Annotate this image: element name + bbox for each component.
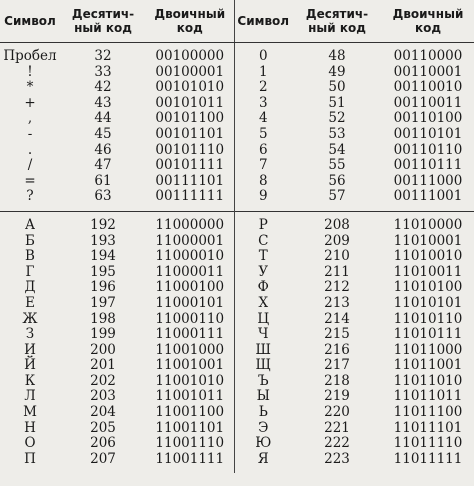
- cell-symbol-left: Е: [25, 294, 35, 311]
- cell-binary-left: 11001001: [146, 358, 234, 374]
- cell-decimal-right: 222: [324, 435, 350, 452]
- table-row: [0, 296, 474, 312]
- cell-binary-left: 00101100: [146, 111, 234, 127]
- cell-decimal-left: 197: [90, 294, 116, 311]
- cell-symbol-right: Ъ: [234, 374, 292, 390]
- table-row: [0, 96, 474, 112]
- cell-decimal-left: 198: [90, 310, 116, 327]
- cell-decimal-right: 57: [328, 188, 346, 205]
- cell-decimal-left: 196: [90, 279, 116, 296]
- cell-decimal-left: 202: [90, 372, 116, 389]
- cell-symbol-right: Р: [234, 211, 292, 233]
- cell-decimal-right: 53: [328, 125, 346, 142]
- cell-binary-left: 00101011: [146, 96, 234, 112]
- cell-symbol-left: Б: [25, 232, 35, 249]
- table-row: [0, 211, 474, 233]
- table-row: [0, 249, 474, 265]
- cell-decimal-right: 209: [324, 232, 350, 249]
- cell-decimal-right: 213: [324, 294, 350, 311]
- cell-binary-left: 00100001: [146, 65, 234, 81]
- cell-decimal-right: 51: [328, 94, 346, 111]
- cell-symbol-right: Ц: [234, 312, 292, 328]
- cell-decimal-right: 49: [328, 63, 346, 80]
- cell-symbol-left: К: [24, 372, 36, 389]
- cell-symbol-right: Т: [234, 249, 292, 265]
- cell-symbol-left: И: [24, 341, 36, 358]
- table-row: [0, 405, 474, 421]
- table-row: [0, 265, 474, 281]
- cell-binary-right: 00110111: [393, 157, 463, 174]
- cell-decimal-right: 212: [324, 279, 350, 296]
- cell-decimal-left: 203: [90, 388, 116, 405]
- table-row: [0, 358, 474, 374]
- cell-binary-left: 11000110: [146, 312, 234, 328]
- cell-symbol-left: .: [27, 141, 33, 158]
- cell-symbol-right: 8: [234, 174, 292, 190]
- cell-symbol-right: С: [234, 234, 292, 250]
- cell-decimal-left: 46: [94, 141, 112, 158]
- cell-binary-right: 11011011: [393, 388, 463, 405]
- table-row: [0, 234, 474, 250]
- cell-decimal-left: 201: [90, 357, 116, 374]
- cell-binary-left: 00111111: [146, 189, 234, 211]
- header-symbol-right: Символ: [234, 0, 292, 43]
- cell-symbol-right: 3: [234, 96, 292, 112]
- cell-decimal-left: 61: [94, 172, 112, 189]
- cell-binary-left: 00101010: [146, 80, 234, 96]
- cell-decimal-right: 217: [324, 357, 350, 374]
- cell-decimal-left: 192: [60, 211, 146, 233]
- header-symbol-left: Символ: [0, 0, 60, 43]
- cell-decimal-left: 204: [90, 404, 116, 421]
- cell-symbol-left: А: [0, 211, 60, 233]
- header-binary-right: Двоичный код: [382, 0, 474, 43]
- cell-symbol-left: ,: [27, 110, 33, 127]
- cell-symbol-left: Л: [24, 388, 36, 405]
- cell-decimal-left: 194: [90, 248, 116, 265]
- table-row: [0, 174, 474, 190]
- cell-binary-left: 00111101: [146, 174, 234, 190]
- cell-symbol-left: О: [24, 435, 36, 452]
- cell-symbol-left: Й: [24, 357, 36, 374]
- cell-decimal-right: 215: [324, 326, 350, 343]
- cell-binary-left: 00100000: [146, 43, 234, 65]
- cell-decimal-right: 219: [324, 388, 350, 405]
- table-row: [0, 327, 474, 343]
- header-decimal-left: Десятич- ный код: [60, 0, 146, 43]
- table-row: [0, 158, 474, 174]
- cell-binary-right: 11011100: [393, 404, 463, 421]
- cell-symbol-right: 5: [234, 127, 292, 143]
- header-binary-left: Двоичный код: [146, 0, 234, 43]
- cell-binary-left: 00101111: [146, 158, 234, 174]
- cell-decimal-right: 208: [292, 211, 382, 233]
- cell-binary-right: 00110100: [393, 110, 463, 127]
- cell-decimal-left: 200: [90, 341, 116, 358]
- table-row: [0, 421, 474, 437]
- table-row: [0, 343, 474, 359]
- cell-binary-left: 00101110: [146, 143, 234, 159]
- cell-binary-left: 11001110: [146, 436, 234, 452]
- cell-decimal-left: 207: [90, 450, 116, 467]
- cell-decimal-left: 63: [94, 188, 112, 205]
- table-row: [0, 65, 474, 81]
- cell-decimal-right: 48: [328, 48, 346, 64]
- cell-symbol-right: Я: [234, 452, 292, 474]
- cell-symbol-right: Ч: [234, 327, 292, 343]
- cell-binary-right: 11011010: [393, 372, 463, 389]
- cell-symbol-left: ?: [26, 188, 34, 205]
- cell-decimal-right: 220: [324, 404, 350, 421]
- cell-binary-right: 00110110: [393, 141, 463, 158]
- cell-symbol-left: Ж: [22, 310, 38, 327]
- cell-symbol-right: 4: [234, 111, 292, 127]
- cell-symbol-left: З: [25, 326, 35, 343]
- cell-binary-right: 11010101: [393, 294, 463, 311]
- cell-symbol-right: Ы: [234, 389, 292, 405]
- cell-symbol-right: 7: [234, 158, 292, 174]
- cell-symbol-right: Ф: [234, 280, 292, 296]
- cell-binary-right: 11010111: [393, 326, 463, 343]
- cell-binary-left: 11000101: [146, 296, 234, 312]
- cell-binary-left: 11001100: [146, 405, 234, 421]
- cell-binary-right: 11010100: [393, 279, 463, 296]
- cell-binary-left: 11001011: [146, 389, 234, 405]
- cell-binary-right: 00110001: [393, 63, 463, 80]
- cell-decimal-left: 205: [90, 419, 116, 436]
- table-row: [0, 127, 474, 143]
- table-body: [0, 43, 474, 474]
- cell-symbol-left: Н: [24, 419, 36, 436]
- cell-symbol-right: Х: [234, 296, 292, 312]
- table-row: [0, 189, 474, 211]
- table-row: [0, 452, 474, 474]
- cell-binary-right: 11011001: [393, 357, 463, 374]
- cell-symbol-right: Ю: [234, 436, 292, 452]
- cell-decimal-right: 216: [324, 341, 350, 358]
- cell-decimal-right: 55: [328, 157, 346, 174]
- cell-decimal-right: 54: [328, 141, 346, 158]
- cell-symbol-left: Д: [24, 279, 36, 296]
- cell-binary-left: 11001101: [146, 421, 234, 437]
- cell-symbol-left: Пробел: [3, 48, 57, 64]
- table-row: [0, 80, 474, 96]
- cell-binary-right: 11010010: [393, 248, 463, 265]
- cell-binary-right: 11011111: [393, 450, 463, 467]
- cell-binary-left: 11000100: [146, 280, 234, 296]
- cell-symbol-right: У: [234, 265, 292, 281]
- cell-symbol-left: /: [27, 157, 33, 174]
- cell-binary-left: 11000011: [146, 265, 234, 281]
- cell-binary-right: 11010011: [393, 263, 463, 280]
- cell-symbol-left: Г: [25, 263, 35, 280]
- cell-symbol-left: -: [27, 125, 33, 142]
- cell-decimal-right: 214: [324, 310, 350, 327]
- cell-symbol-right: Э: [234, 421, 292, 437]
- cell-binary-left: 11000111: [146, 327, 234, 343]
- cell-symbol-left: =: [24, 172, 36, 189]
- cell-decimal-left: 45: [94, 125, 112, 142]
- cell-binary-left: 00101101: [146, 127, 234, 143]
- header-decimal-right: Десятич- ный код: [292, 0, 382, 43]
- cell-binary-left: 11000010: [146, 249, 234, 265]
- cell-binary-left: 11001000: [146, 343, 234, 359]
- cell-decimal-left: 47: [94, 157, 112, 174]
- cell-symbol-right: Щ: [234, 358, 292, 374]
- cell-binary-right: 00111001: [393, 188, 463, 205]
- cell-decimal-left: 33: [94, 63, 112, 80]
- cell-binary-right: 00110010: [393, 79, 463, 96]
- cell-decimal-left: 206: [90, 435, 116, 452]
- table-row: [0, 374, 474, 390]
- cell-binary-right: 11010000: [382, 211, 474, 233]
- cell-symbol-left: В: [25, 248, 35, 265]
- cell-symbol-left: *: [26, 79, 34, 96]
- cell-decimal-left: 43: [94, 94, 112, 111]
- cell-symbol-right: 1: [234, 65, 292, 81]
- cell-decimal-right: 221: [324, 419, 350, 436]
- cell-decimal-right: 210: [324, 248, 350, 265]
- cell-symbol-left: !: [27, 63, 33, 80]
- cell-decimal-left: 44: [94, 110, 112, 127]
- cell-decimal-right: 211: [324, 263, 350, 280]
- cell-decimal-left: 199: [90, 326, 116, 343]
- cell-decimal-right: 52: [328, 110, 346, 127]
- cell-decimal-left: 193: [90, 232, 116, 249]
- cell-binary-right: 00110101: [393, 125, 463, 142]
- cell-binary-right: 00110011: [393, 94, 463, 111]
- cell-binary-right: 00111000: [393, 172, 463, 189]
- cell-symbol-right: 2: [234, 80, 292, 96]
- cell-symbol-left: М: [23, 404, 37, 421]
- cell-decimal-left: 42: [94, 79, 112, 96]
- table-row: [0, 389, 474, 405]
- cell-symbol-right: 6: [234, 143, 292, 159]
- cell-binary-right: 11011000: [393, 341, 463, 358]
- table-row: [0, 111, 474, 127]
- table-header-row: [0, 0, 474, 43]
- cell-binary-right: 11011110: [393, 435, 463, 452]
- table-row: [0, 312, 474, 328]
- cell-binary-left: 11001010: [146, 374, 234, 390]
- cell-symbol-right: 0: [234, 43, 292, 65]
- cell-binary-right: 11010110: [393, 310, 463, 327]
- cell-decimal-left: 195: [90, 263, 116, 280]
- cell-symbol-right: 9: [234, 189, 292, 211]
- cell-decimal-left: 32: [94, 48, 112, 64]
- cell-binary-right: 11010001: [393, 232, 463, 249]
- table-row: [0, 280, 474, 296]
- cell-symbol-right: Ш: [234, 343, 292, 359]
- cell-binary-left: 11000000: [146, 211, 234, 233]
- cell-symbol-right: Ь: [234, 405, 292, 421]
- table-row: [0, 43, 474, 65]
- cell-binary-right: 00110000: [393, 48, 463, 64]
- cell-decimal-right: 56: [328, 172, 346, 189]
- cell-binary-left: 11000001: [146, 234, 234, 250]
- cell-decimal-right: 223: [324, 450, 350, 467]
- table-row: [0, 143, 474, 159]
- cell-decimal-right: 218: [324, 372, 350, 389]
- cell-symbol-left: П: [24, 450, 36, 467]
- table-row: [0, 436, 474, 452]
- cell-binary-left: 11001111: [146, 452, 234, 474]
- cell-symbol-left: +: [24, 94, 36, 111]
- cell-decimal-right: 50: [328, 79, 346, 96]
- cell-binary-right: 11011101: [393, 419, 463, 436]
